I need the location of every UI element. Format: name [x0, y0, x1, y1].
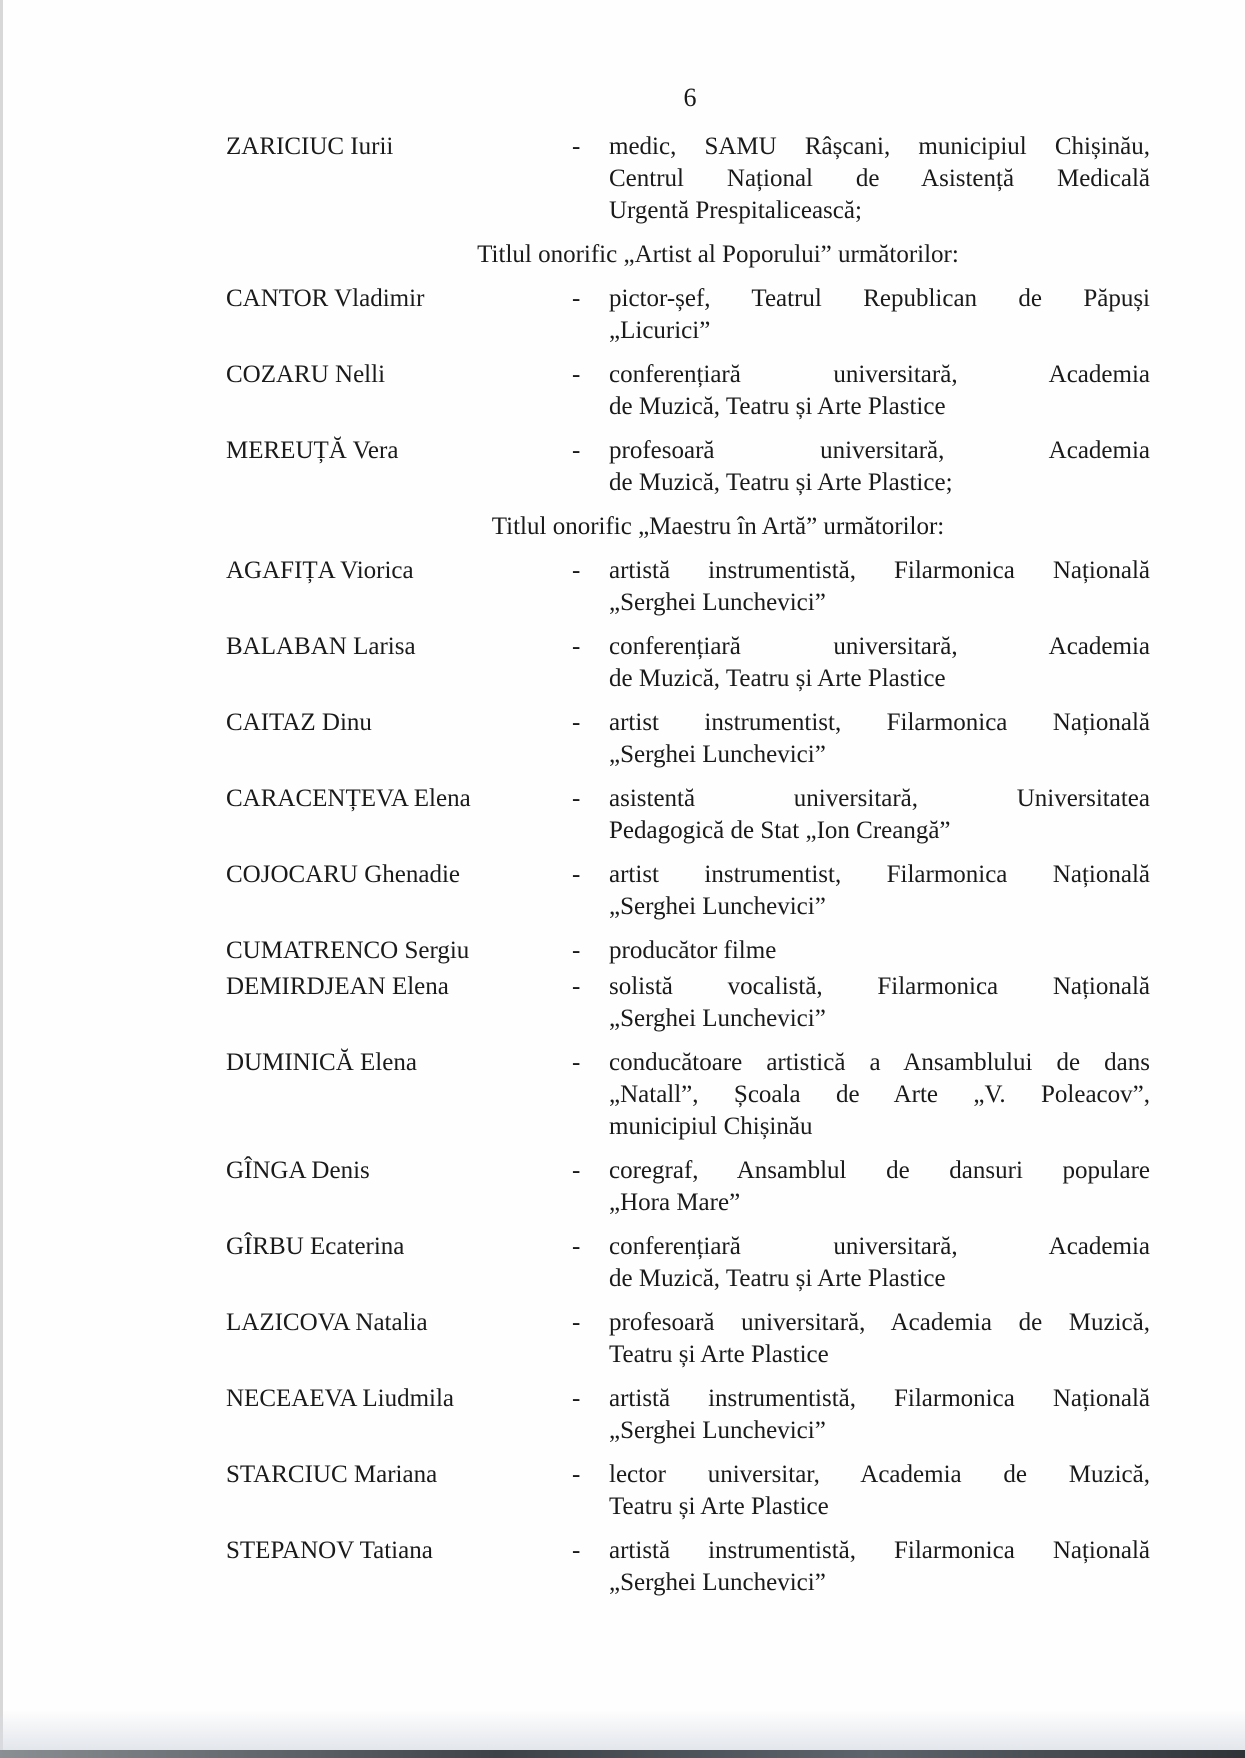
position-line: „Hora Mare”: [609, 1189, 741, 1216]
award-entry: [226, 859, 1150, 923]
position-line: conferențiară universitară, Academia: [609, 1233, 1150, 1260]
recipient-position: [609, 1047, 1150, 1143]
recipient-name: NECEAEVA Liudmila: [226, 1385, 455, 1412]
dash-separator: -: [572, 1049, 581, 1076]
position-line: conducătoare artistică a Ansamblului de dans: [609, 1049, 1150, 1076]
scan-left-edge: [0, 0, 3, 1758]
recipient-name: CANTOR Vladimir: [226, 285, 425, 312]
position-line: coregraf, Ansamblul de dansuri populare: [609, 1157, 1150, 1184]
dash-separator: -: [572, 285, 581, 312]
recipient-name: STEPANOV Tatiana: [226, 1537, 433, 1564]
dash-separator: -: [572, 1537, 581, 1564]
recipient-name: DEMIRDJEAN Elena: [226, 973, 449, 1000]
recipient-position: [609, 1307, 1150, 1371]
awards-list: [226, 131, 1150, 1611]
award-entry: [226, 1155, 1150, 1219]
dash-separator: -: [572, 557, 581, 584]
recipient-name: COJOCARU Ghenadie: [226, 861, 461, 888]
recipient-name: DUMINICĂ Elena: [226, 1049, 417, 1076]
recipient-position: [609, 283, 1150, 347]
award-entry: [226, 1383, 1150, 1447]
position-line: „Serghei Lunchevici”: [609, 893, 826, 920]
dash-separator: -: [572, 785, 581, 812]
position-line: municipiul Chișinău: [609, 1113, 813, 1140]
position-line: artistă instrumentistă, Filarmonica Națională: [609, 1385, 1150, 1412]
position-line: „Serghei Lunchevici”: [609, 741, 826, 768]
position-line: Centrul Național de Asistență Medicală: [609, 165, 1150, 192]
award-entry: [226, 283, 1150, 347]
section-heading: Titlul onorific „Artist al Poporului” următorilor:: [477, 241, 959, 268]
dash-separator: -: [572, 1385, 581, 1412]
dash-separator: -: [572, 437, 581, 464]
recipient-name: CARACENȚEVA Elena: [226, 785, 471, 812]
recipient-position: [609, 435, 1150, 499]
dash-separator: -: [572, 133, 581, 160]
recipient-name: GÎNGA Denis: [226, 1157, 370, 1184]
award-entry: [226, 1459, 1150, 1523]
award-entry: [226, 131, 1150, 227]
award-section: [226, 511, 1150, 1599]
award-section: [226, 131, 1150, 227]
recipient-name: LAZICOVA Natalia: [226, 1309, 428, 1336]
dash-separator: -: [572, 937, 581, 964]
dash-separator: -: [572, 633, 581, 660]
position-line: Pedagogică de Stat „Ion Creangă”: [609, 817, 951, 844]
recipient-name: BALABAN Larisa: [226, 633, 416, 660]
position-line: Teatru și Arte Plastice: [609, 1493, 829, 1520]
award-entry: [226, 1231, 1150, 1295]
recipient-position: [609, 131, 1150, 227]
position-line: lector universitar, Academia de Muzică,: [609, 1461, 1150, 1488]
recipient-position: [609, 1231, 1150, 1295]
scan-bottom-shade: [0, 1710, 1245, 1750]
award-section: [226, 239, 1150, 499]
award-entry: [226, 783, 1150, 847]
position-line: artist instrumentist, Filarmonica Națională: [609, 861, 1150, 888]
position-line: solistă vocalistă, Filarmonica Națională: [609, 973, 1150, 1000]
award-entry: [226, 555, 1150, 619]
recipient-position: [609, 1459, 1150, 1523]
award-entry: [226, 707, 1150, 771]
position-line: Teatru și Arte Plastice: [609, 1341, 829, 1368]
position-line: de Muzică, Teatru și Arte Plastice: [609, 393, 946, 420]
position-line: profesoară universitară, Academia: [609, 437, 1150, 464]
dash-separator: -: [572, 861, 581, 888]
position-line: „Natall”, Școala de Arte „V. Poleacov”,: [609, 1081, 1150, 1108]
recipient-name: ZARICIUC Iurii: [226, 133, 394, 160]
position-line: profesoară universitară, Academia de Muzică,: [609, 1309, 1150, 1336]
position-line: „Serghei Lunchevici”: [609, 589, 826, 616]
recipient-position: [609, 1383, 1150, 1447]
recipient-name: GÎRBU Ecaterina: [226, 1233, 405, 1260]
recipient-position: [609, 631, 1150, 695]
award-entry: [226, 631, 1150, 695]
award-entry: [226, 1047, 1150, 1143]
award-entry: [226, 435, 1150, 499]
recipient-position: [609, 971, 1150, 1035]
award-entry: [226, 1307, 1150, 1371]
page-number: 6: [683, 83, 697, 112]
recipient-position: [609, 783, 1150, 847]
dash-separator: -: [572, 1309, 581, 1336]
recipient-position: [609, 1535, 1150, 1599]
section-heading: Titlul onorific „Maestru în Artă” următorilor:: [491, 513, 945, 540]
recipient-name: STARCIUC Mariana: [226, 1461, 438, 1488]
position-line: „Serghei Lunchevici”: [609, 1417, 826, 1444]
position-line: artist instrumentist, Filarmonica Națională: [609, 709, 1150, 736]
recipient-position: [609, 707, 1150, 771]
dash-separator: -: [572, 361, 581, 388]
recipient-position: [609, 935, 1150, 967]
recipient-name: CUMATRENCO Sergiu: [226, 937, 470, 964]
award-entry: [226, 359, 1150, 423]
position-line: asistentă universitară, Universitatea: [609, 785, 1150, 812]
position-line: artistă instrumentistă, Filarmonica Națională: [609, 1537, 1150, 1564]
dash-separator: -: [572, 1461, 581, 1488]
dash-separator: -: [572, 973, 581, 1000]
position-line: conferențiară universitară, Academia: [609, 361, 1150, 388]
recipient-name: COZARU Nelli: [226, 361, 386, 388]
award-entry: [226, 935, 1150, 967]
position-line: de Muzică, Teatru și Arte Plastice: [609, 1265, 946, 1292]
dash-separator: -: [572, 1233, 581, 1260]
position-line: de Muzică, Teatru și Arte Plastice;: [609, 469, 953, 496]
dash-separator: -: [572, 1157, 581, 1184]
position-line: Urgentă Prespitalicească;: [609, 197, 862, 224]
award-entry: [226, 1535, 1150, 1599]
position-line: „Serghei Lunchevici”: [609, 1569, 826, 1596]
position-line: „Serghei Lunchevici”: [609, 1005, 826, 1032]
position-line: conferențiară universitară, Academia: [609, 633, 1150, 660]
recipient-position: [609, 859, 1150, 923]
recipient-position: [609, 555, 1150, 619]
recipient-name: CAITAZ Dinu: [226, 709, 372, 736]
position-line: artistă instrumentistă, Filarmonica Națională: [609, 557, 1150, 584]
position-line: medic, SAMU Râșcani, municipiul Chișinău,: [609, 133, 1150, 160]
dash-separator: -: [572, 709, 581, 736]
recipient-name: AGAFIȚA Viorica: [226, 557, 414, 584]
position-line: producător filme: [609, 937, 777, 964]
position-line: „Licurici”: [609, 317, 711, 344]
recipient-position: [609, 359, 1150, 423]
scan-bottom-edge: [0, 1750, 1245, 1758]
position-line: pictor-șef, Teatrul Republican de Păpuși: [609, 285, 1150, 312]
recipient-position: [609, 1155, 1150, 1219]
recipient-name: MEREUȚĂ Vera: [226, 437, 399, 464]
position-line: de Muzică, Teatru și Arte Plastice: [609, 665, 946, 692]
award-entry: [226, 971, 1150, 1035]
